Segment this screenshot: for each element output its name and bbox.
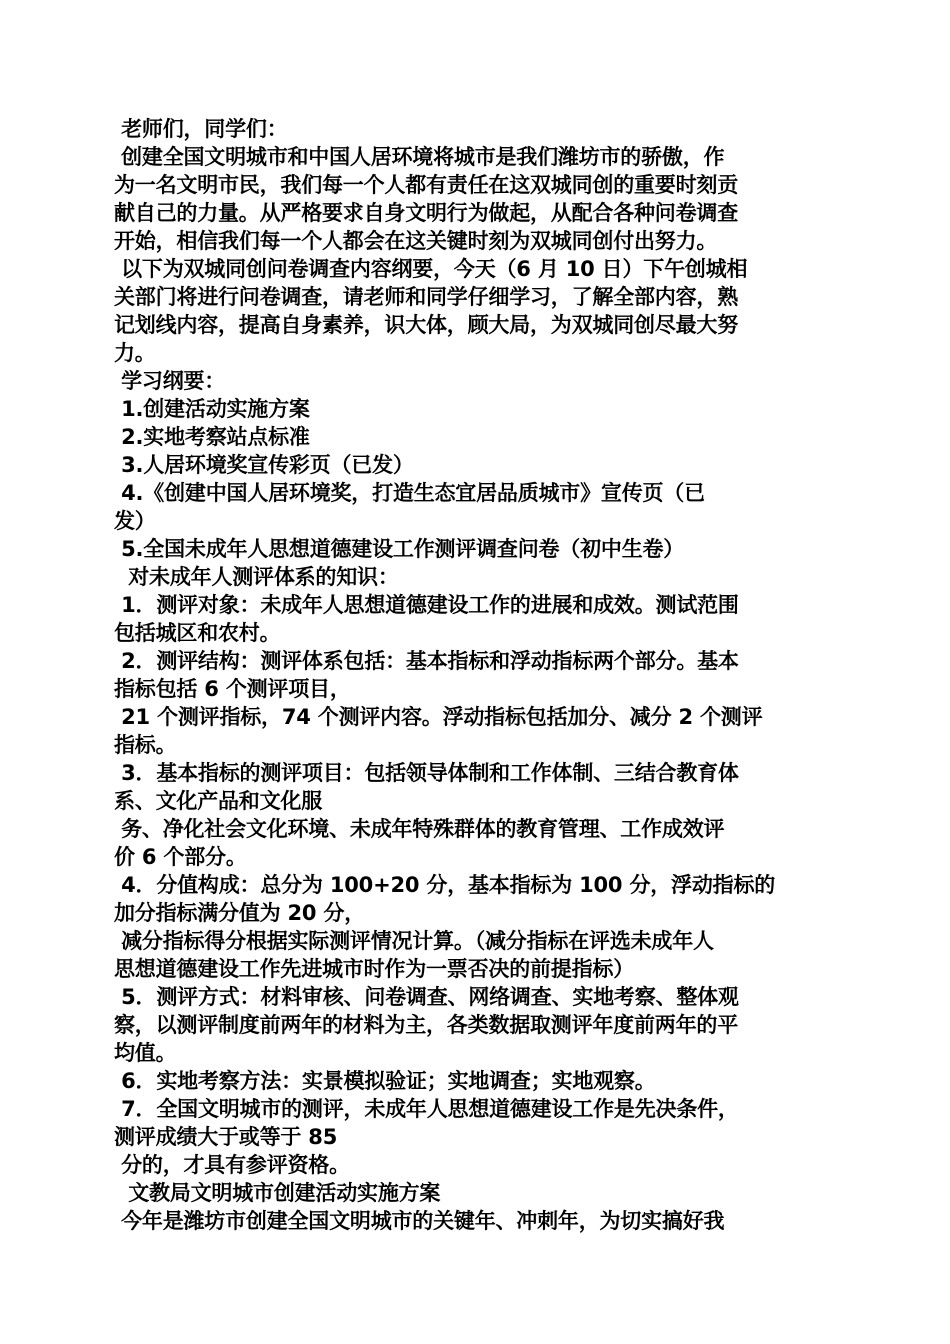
text-line: 3．基本指标的测评项目：包括领导体制和工作体制、三结合教育体	[114, 761, 739, 785]
text-line: 5．测评方式：材料审核、问卷调查、网络调查、实地考察、整体观	[114, 985, 739, 1009]
text-line: 系、文化产品和文化服	[114, 789, 322, 813]
text-line: 均值。	[114, 1041, 177, 1065]
text-line: 力。	[114, 341, 156, 365]
text-line: 今年是潍坊市创建全国文明城市的关键年、冲刺年，为切实搞好我	[114, 1209, 725, 1233]
list-item: 3.人居环境奖宣传彩页（已发）	[114, 453, 414, 477]
document-page	[114, 115, 838, 1235]
text-line: 6．实地考察方法：实景模拟验证；实地调查；实地观察。	[114, 1069, 656, 1093]
list-item: 4.《创建中国人居环境奖，打造生态宜居品质城市》宣传页（已	[114, 481, 705, 505]
text-line: 关部门将进行问卷调查，请老师和同学仔细学习，了解全部内容，熟	[114, 285, 738, 309]
text-line: 7．全国文明城市的测评，未成年人思想道德建设工作是先决条件，	[114, 1097, 739, 1121]
text-line: 减分指标得分根据实际测评情况计算。（减分指标在评选未成年人	[114, 929, 714, 953]
section-heading: 对未成年人测评体系的知识：	[114, 565, 399, 589]
list-item: 2.实地考察站点标准	[114, 425, 310, 449]
text-line: 记划线内容，提高自身素养，识大体，顾大局，为双城同创尽最大努	[114, 313, 738, 337]
list-item: 1.创建活动实施方案	[114, 397, 310, 421]
text-line: 创建全国文明城市和中国人居环境将城市是我们潍坊市的骄傲，作	[114, 145, 725, 169]
text-line: 献自己的力量。从严格要求自身文明行为做起，从配合各种问卷调查	[114, 201, 738, 225]
text-line: 分的，才具有参评资格。	[114, 1153, 350, 1177]
text-line: 以下为双城同创问卷调查内容纲要，今天（6 月 10 日）下午创城相	[114, 257, 748, 281]
text-line: 1．测评对象：未成年人思想道德建设工作的进展和成效。测试范围	[114, 593, 739, 617]
text-line: 老师们，同学们：	[114, 117, 288, 141]
text-line: 测评成绩大于或等于 85	[114, 1125, 338, 1149]
text-line: 思想道德建设工作先进城市时作为一票否决的前提指标）	[114, 957, 634, 981]
text-line: 加分指标满分值为 20 分，	[114, 901, 366, 925]
text-line: 21 个测评指标，74 个测评内容。浮动指标包括加分、减分 2 个测评	[114, 705, 763, 729]
section-heading: 文教局文明城市创建活动实施方案	[114, 1181, 441, 1205]
text-line: 2．测评结构：测评体系包括：基本指标和浮动指标两个部分。基本	[114, 649, 739, 673]
text-line: 察，以测评制度前两年的材料为主，各类数据取测评年度前两年的平	[114, 1013, 738, 1037]
text-line: 为一名文明市民，我们每一个人都有责任在这双城同创的重要时刻贡	[114, 173, 738, 197]
text-line: 包括城区和农村。	[114, 621, 281, 645]
list-item: 5.全国未成年人思想道德建设工作测评调查问卷（初中生卷）	[114, 537, 685, 561]
section-heading: 学习纲要：	[114, 369, 226, 393]
text-line: 4．分值构成：总分为 100+20 分，基本指标为 100 分，浮动指标的	[114, 873, 776, 897]
text-line: 指标。	[114, 733, 177, 757]
text-line: 指标包括 6 个测评项目，	[114, 677, 351, 701]
list-item: 发）	[114, 509, 156, 533]
text-line: 务、净化社会文化环境、未成年特殊群体的教育管理、工作成效评	[114, 817, 725, 841]
text-line: 价 6 个部分。	[114, 845, 247, 869]
text-line: 开始，相信我们每一个人都会在这关键时刻为双城同创付出努力。	[114, 229, 718, 253]
